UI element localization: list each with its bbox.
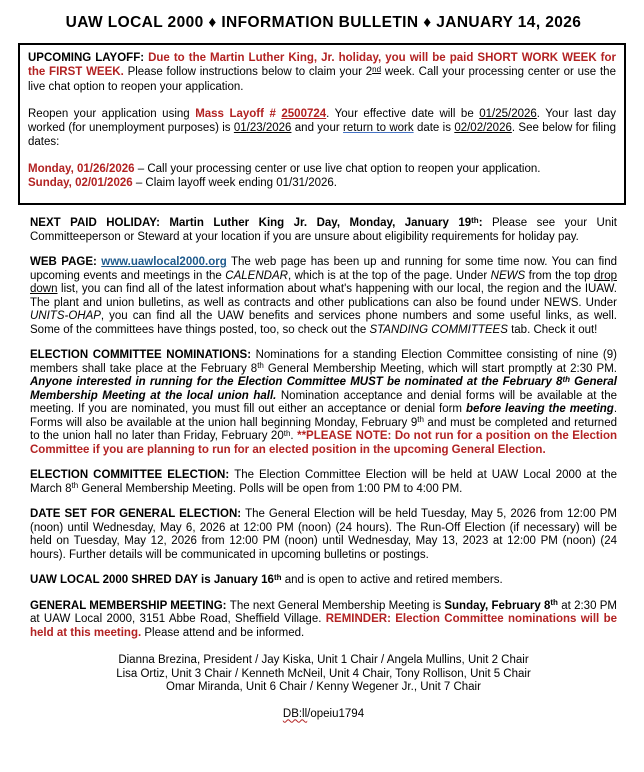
bulletin-title: UAW LOCAL 2000 ♦ INFORMATION BULLETIN ♦ JANUARY 14, 2026 xyxy=(65,14,582,31)
text-run: 2500724 xyxy=(281,108,327,120)
text-run: REMINDER: Election Committee nominations will be held at this meeting. xyxy=(30,613,617,639)
text-run: Please follow instructions below to claim your 2 xyxy=(127,66,373,78)
text-run: and is open to active and retired members. xyxy=(281,574,503,586)
text-run: NEXT PAID HOLIDAY: Martin Luther King Jr. Day, Monday, January 19 xyxy=(30,217,472,229)
text-run: The Election Committee Election will be held at UAW Local 2000 at the March 8 xyxy=(30,469,617,495)
text-run: UPCOMING LAYOFF: xyxy=(28,52,149,64)
text-run: CALENDAR xyxy=(225,269,288,282)
text-run: Please see your Unit Committeeperson or Steward at your location if you are unsure about eligibility requirements for holiday pay. xyxy=(30,217,617,243)
text-run: th xyxy=(562,374,570,384)
text-run: nd xyxy=(372,64,382,74)
text-run: Mass Layoff # xyxy=(195,108,282,120)
text-run: tab. Check it out! xyxy=(507,323,598,336)
text-run: week. Call your processing center or use the live chat option to reopen your application. xyxy=(28,66,616,93)
text-run: list, you can find all of the latest information about what's happening with our local, the region and the IUAW. The plant and union bulletins, as well as contracts and other publications can also be found under NEWS. Under xyxy=(30,283,617,309)
officers-list xyxy=(30,654,617,695)
officers-line-2: Lisa Ortiz, Unit 3 Chair / Kenneth McNeil, Unit 4 Chair, Tony Rollison, Unit 5 Chair xyxy=(116,667,531,680)
text-run: 01/23/2026 xyxy=(233,122,292,134)
text-run: DB:ll xyxy=(282,707,308,720)
text-run: Monday, 01/26/2026 xyxy=(28,163,135,175)
text-run: The General Election will be held Tuesday, May 5, 2026 from 12:00 PM (noon) until Wednesday, May 6, 2026 at 12:00 PM (noon) (24 hours). The Run-Off Election (if necessary) will be held on Tuesday, May 12, 2026 from 12:00 PM (noon) until Wednesday, May 13, 2023 at 12:00 PM (noon) (24 hours). Further details will be communicated in upcoming bulletins or postings. xyxy=(30,508,617,561)
text-run: ELECTION COMMITTEE ELECTION: xyxy=(30,469,235,481)
text-run: Nominations for a standing Election Committee consisting of nine (9) members shall take place at the February 8 xyxy=(30,349,617,375)
text-run: GENERAL MEMBERSHIP MEETING: xyxy=(30,599,230,612)
text-run: : xyxy=(478,217,493,229)
text-run: . Forms will also be available at the union hall beginning Monday, February 9 xyxy=(30,403,618,429)
text-run: General Membership Meeting, which will start promptly at 2:30 PM. xyxy=(263,362,617,375)
text-run: th xyxy=(417,415,424,424)
text-run: Sunday, 02/01/2026 xyxy=(28,177,133,189)
text-run: 02/02/2026 xyxy=(454,122,512,134)
layoff-notice-box xyxy=(18,43,626,205)
text-run: DATE SET FOR GENERAL ELECTION: xyxy=(30,508,246,520)
section-general-membership-meeting xyxy=(30,600,617,641)
text-run: The next General Membership Meeting is xyxy=(229,599,445,612)
text-run: date is xyxy=(413,122,455,134)
section-next-paid-holiday xyxy=(30,217,617,244)
text-run: NEWS xyxy=(490,269,526,282)
text-run: drop down xyxy=(30,269,618,295)
layoff-intro-paragraph xyxy=(28,51,616,94)
webpage-link[interactable]: www.uawlocal2000.org xyxy=(101,256,227,268)
text-run: General Membership Meeting. Polls will be open from 1:00 PM to 4:00 PM. xyxy=(78,482,463,495)
text-run: 01/25/2026 xyxy=(479,108,537,120)
text-run: th xyxy=(257,361,264,370)
text-run: . Your effective date will be xyxy=(326,108,480,120)
text-run: ELECTION COMMITTEE NOMINATIONS: xyxy=(30,349,256,361)
officers-line-3: Omar Miranda, Unit 6 Chair / Kenny Wegener Jr., Unit 7 Chair xyxy=(166,681,481,693)
text-run: Nomination acceptance and denial forms will be available at the meeting. If you are nominated, you must fill out either an acceptance or denial form xyxy=(30,389,617,415)
document-initials xyxy=(30,708,617,720)
section-election-committee-election xyxy=(30,469,617,496)
text-run: /opeiu1794 xyxy=(307,707,365,720)
text-run: . Your last day worked (for unemployment purposes) is xyxy=(28,108,616,134)
text-run: Sunday, February 8 xyxy=(444,599,551,612)
text-run: UNITS-OHAP xyxy=(30,310,101,322)
text-run: th xyxy=(283,428,291,438)
officers-line-1: Dianna Brezina, President / Jay Kiska, Unit 1 Chair / Angela Mullins, Unit 2 Chair xyxy=(118,654,529,666)
text-run: . xyxy=(290,430,298,442)
text-run: th xyxy=(471,215,479,225)
text-run: Reopen your application using xyxy=(28,108,196,120)
text-run: at 2:30 PM at UAW Local 2000, 3151 Abbe Road, Sheffield Village. xyxy=(30,599,617,625)
text-run: , which is at the top of the page. Under xyxy=(287,269,491,282)
text-run: – Call your processing center or use live chat option to reopen your application. xyxy=(134,163,541,175)
text-run: Due to the Martin Luther King, Jr. holiday, you will be paid SHORT WORK WEEK for the FIRST WEEK. xyxy=(28,52,616,78)
text-run: The web page has been up and running for some time now. You can find upcoming events and meetings in the xyxy=(30,256,617,282)
section-web-page xyxy=(30,256,617,337)
text-run: . See below for filing dates: xyxy=(28,122,616,148)
text-run: th xyxy=(273,572,282,582)
text-run: – Claim layoff week ending 01/31/2026. xyxy=(132,177,338,189)
section-election-committee-nominations xyxy=(30,349,617,457)
text-run: **PLEASE NOTE: Do not run for a position on the Election Committee if you are planning to run for an elected position in the upcoming General Election. xyxy=(30,430,618,456)
text-run: return to work xyxy=(343,122,414,134)
layoff-filing-dates xyxy=(28,162,616,190)
section-date-set-general-election xyxy=(30,508,617,562)
text-run: from the top xyxy=(525,269,594,282)
text-run: th xyxy=(71,481,79,490)
text-run: th xyxy=(550,598,558,607)
text-run: General Membership Meeting at the local union hall. xyxy=(30,376,617,402)
text-run: and must be completed and returned to the union hall no later than Friday, February 20 xyxy=(30,416,617,442)
text-run: Please attend and be informed. xyxy=(144,626,305,639)
text-run: before leaving the meeting xyxy=(465,403,614,415)
text-run: STANDING COMMITTEES xyxy=(369,323,508,336)
text-run: UAW LOCAL 2000 SHRED DAY is January 16 xyxy=(30,574,274,586)
text-run: and your xyxy=(291,122,344,134)
text-run: Anyone interested in running for the Election Committee MUST be nominated at the February 8 xyxy=(30,376,563,388)
text-run: WEB PAGE: xyxy=(30,256,102,268)
text-run: , you can find all the UAW benefits and services phone numbers and some useful links, as well. Some of the committees have things posted, too, so check out the xyxy=(30,310,617,336)
layoff-reopen-paragraph xyxy=(28,107,616,149)
section-shred-day xyxy=(30,574,617,588)
